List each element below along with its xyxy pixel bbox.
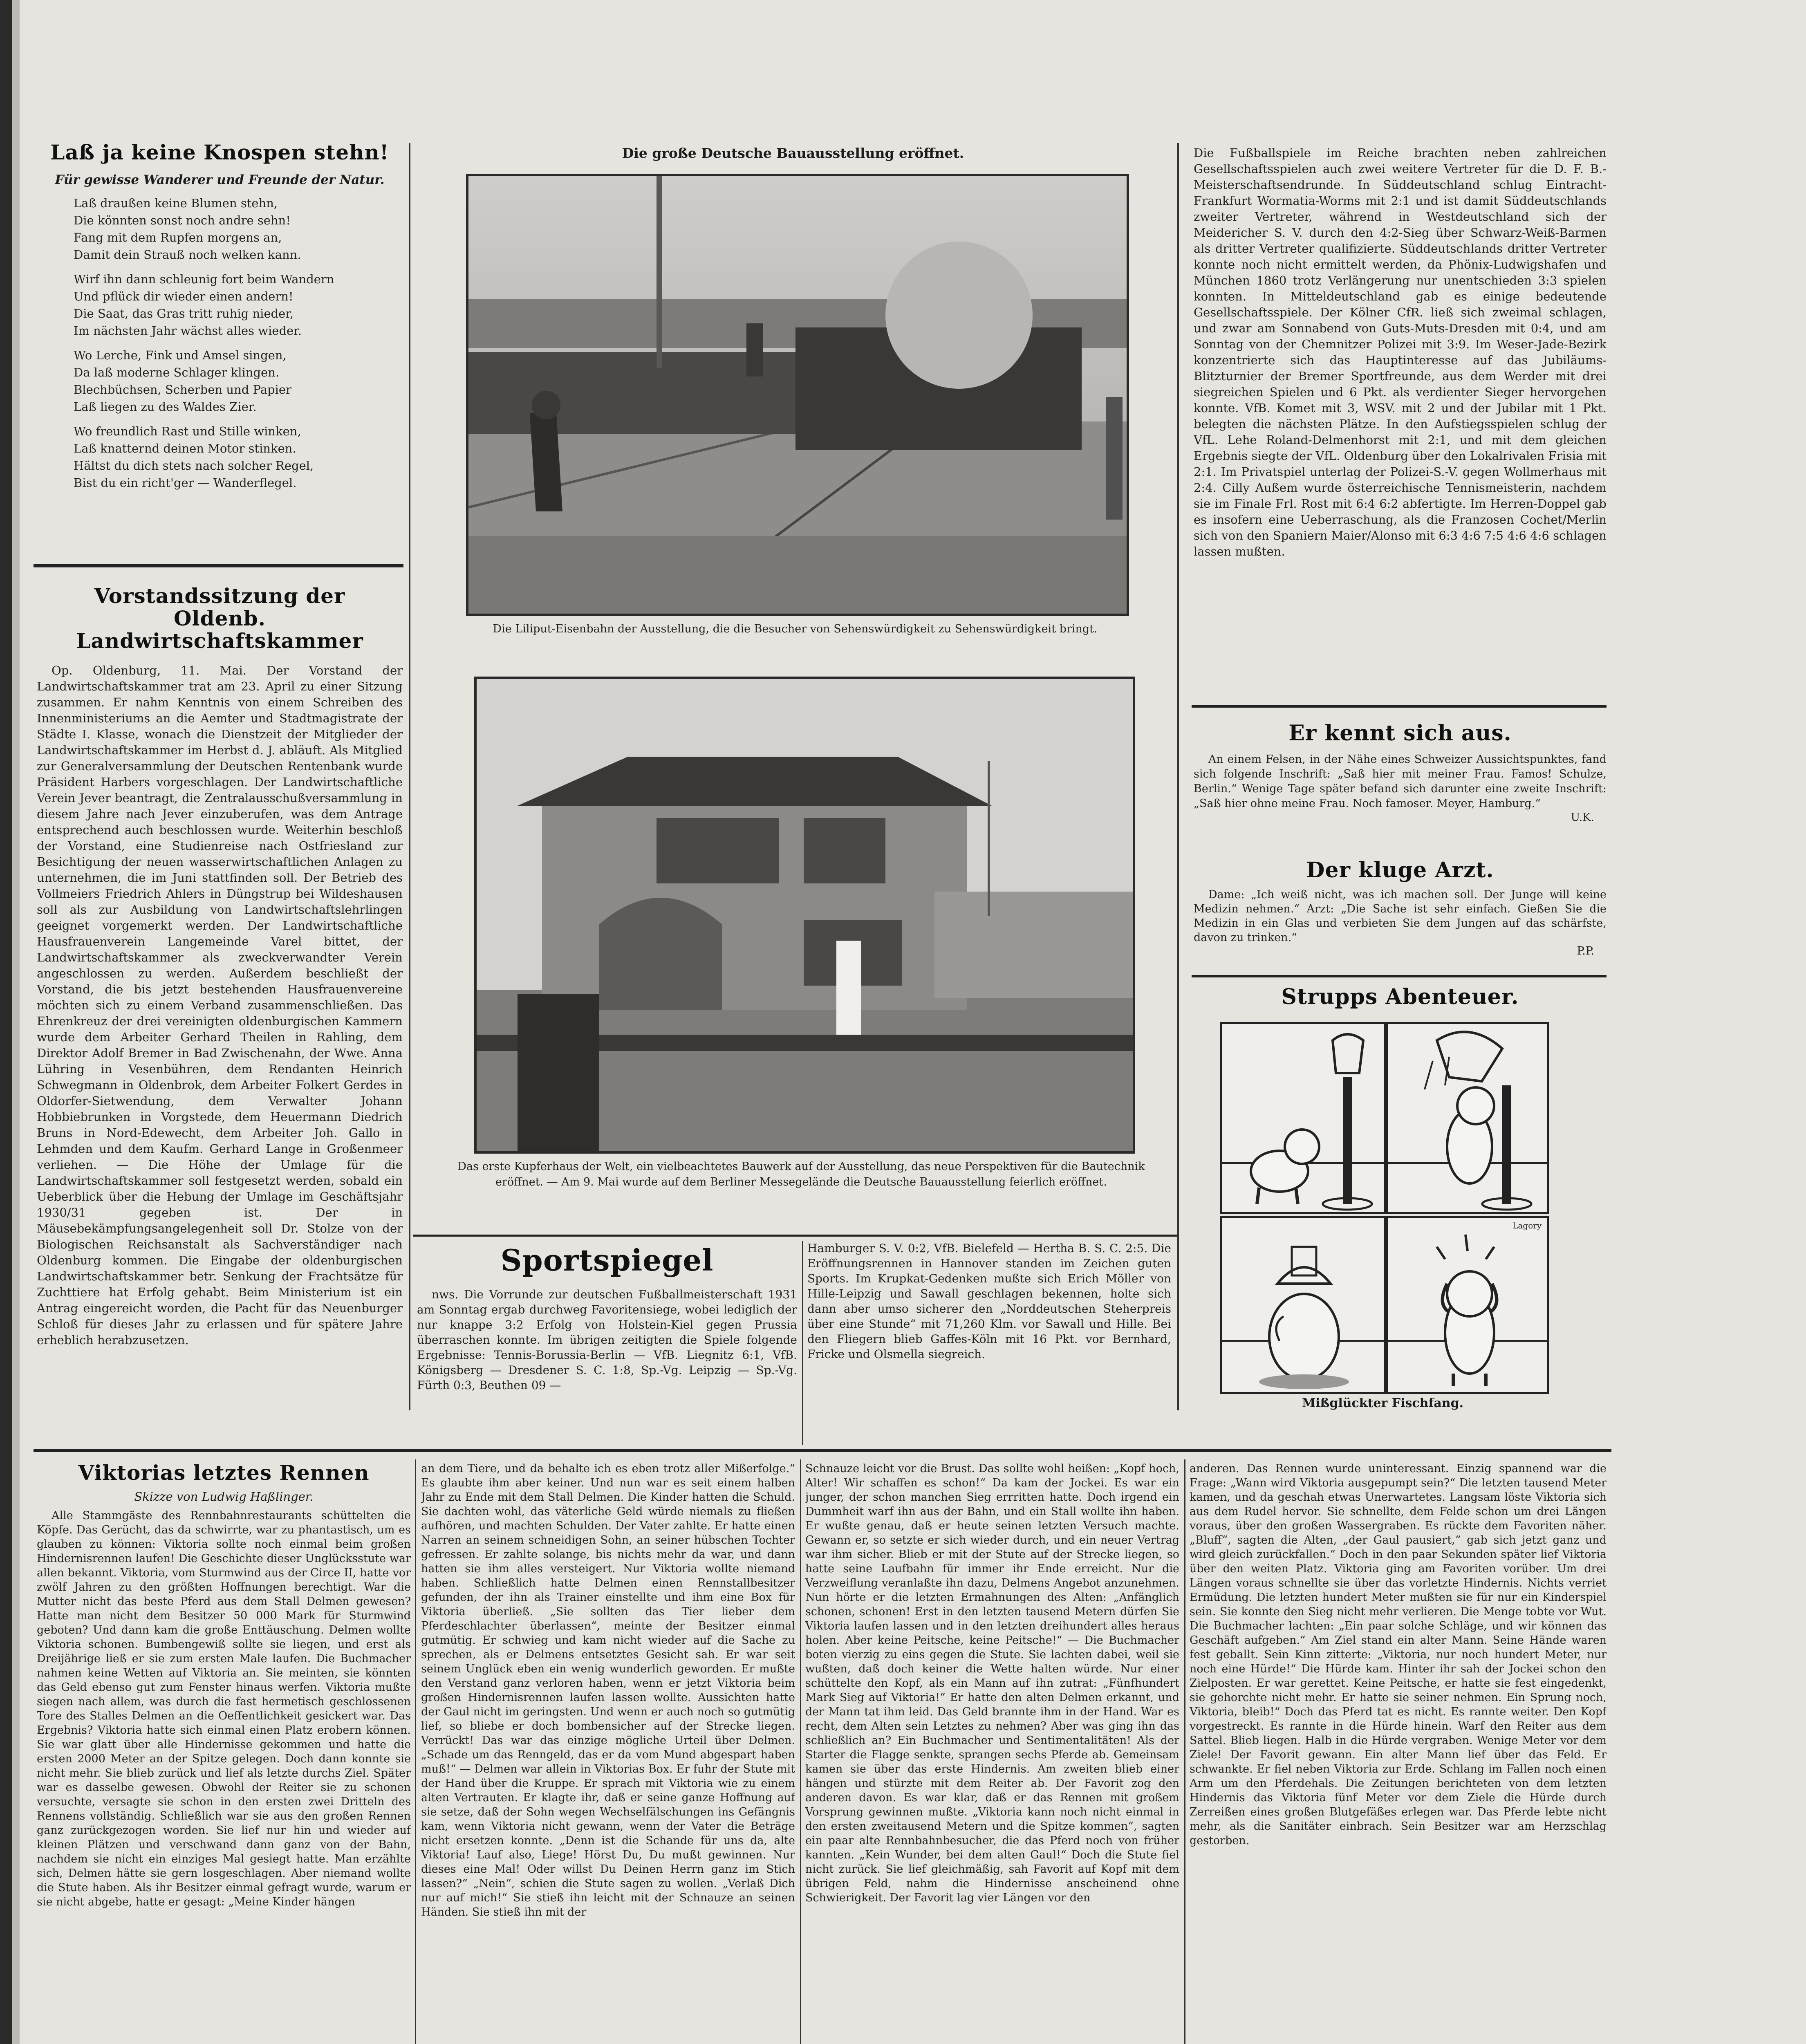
page-edge-shadow: [0, 0, 12, 2044]
fussball-text: [1194, 145, 1607, 560]
poem-article: [37, 141, 403, 550]
photo-kupferhaus: [474, 677, 1135, 1154]
landwirt-text: [37, 663, 403, 1348]
viktoria-text-4: [1190, 1461, 1607, 1848]
viktoria-title: Viktorias letztes Rennen: [78, 1461, 370, 1485]
column-rule: [1177, 143, 1179, 1410]
poem-line: Damit dein Strauß noch welken kann.: [74, 248, 301, 262]
strupp-caption-box: [1220, 1396, 1545, 1416]
landwirt-title: Vorstandssitzung der Oldenb. Landwirtschaftskammer: [76, 585, 363, 653]
poem-line: Im nächsten Jahr wächst alles wieder.: [74, 324, 302, 338]
caption-liliput-box: [466, 621, 1124, 658]
column-rule: [802, 1241, 803, 1445]
viktoria-col-1: [37, 1461, 411, 2044]
arzt-paragraph: Dame: „Ich weiß nicht, was ich machen soll. Der Junge will keine Medizin nehmen.“ Arzt: „Die Sache ist sehr einfach. Gießen Sie die Medizin in ein Glas und verbieten Sie dem Jungen auf das schärfste, davon zu trinken.“: [1194, 888, 1607, 944]
photo-liliput-train: [466, 174, 1129, 616]
sport-paragraph-1: nws. Die Vorrunde zur deutschen Fußballmeisterschaft 1931 am Sonntag ergab durchweg Favoritensiege, wobei lediglich der nur knappe 3:2 Erfolg von Holstein-Kiel gegen Prussia überraschen konnte. Im übrigen zeitigten die Spiele folgende Ergebnisse: Tennis-Borussia-Berlin — VfB. Liegnitz 6:1, VfB. Königsberg — Dresdener S. C. 1:8, Sp.-Vg. Leipzig — Sp.-Vg. Fürth 0:3, Beuthen 09 —: [417, 1288, 797, 1392]
column-rule: [1184, 1459, 1185, 2044]
kennt-title: Er kennt sich aus.: [1288, 722, 1512, 746]
arzt-article: [1194, 858, 1607, 981]
poem-line: Da laß moderne Schlager klingen.: [74, 365, 280, 379]
poem-line: Wo freundlich Rast und Stille winken,: [74, 424, 301, 438]
column-rule: [800, 1459, 801, 2044]
divider: [413, 1235, 1177, 1237]
poem-line: Fang mit dem Rupfen morgens an,: [74, 231, 282, 244]
viktoria-paragraph: Schnauze leicht vor die Brust. Das sollte wohl heißen: „Kopf hoch, Alter! Wir schaffen es schon!“ Da kam der Jockei. Es war ein junger, der schon manchen Sieg errritten hatte. Doch irgend ein Dummheit warf ihn aus der Bahn, und ein Stall wollte ihn haben. Er wußte genau, daß er heute seinen letzten Versuch machte. Gewann er, so setzte er sich wieder durch, und ein neuer Vertrag war ihm sicher. Blieb er mit der Stute auf der Strecke liegen, so hatte seine Laufbahn für immer ihr Ende erreicht. Nur die Verzweiflung veranlaßte ihn dazu, Delmens Angebot anzunehmen. Nun hörte er die letzten Ermahnungen des Alten: „Anfänglich schonen, schonen! Erst in den letzten tausend Metern dürfen Sie Viktoria laufen lassen und in den letzten dreihundert alles heraus holen. Aber keine Peitsche, keine Peitsche!“ — Die Buchmacher boten vierzig zu eins gegen die Stute. Sie lachten dabei, weil sie wußten, daß doch keiner die Wette halten würde. Nur einer schüttelte den Kopf, als ein Mann auf ihn zutrat: „Fünfhundert Mark Sieg auf Viktoria!“ Er hatte den alten Delmen erkannt, und der Mann tat ihm leid. Das Geld brannte ihm in der Hand. War es recht, dem Alten sein Letztes zu nehmen? Aber was ging ihn das schließlich an? Ein Buchmacher und Sentimentalitäten! Als der Starter die Flagge senkte, sprangen sechs Pferde ab. Gemeinsam kamen sie über das erste Hindernis. Am zweiten blieb einer hängen und stürzte mit dem Reiter ab. Der Favorit zog den anderen davon. Es war klar, daß er das Rennen mit großem Vorsprung gewinnen mußte. „Viktoria kann noch nicht einmal in den ersten zweitausend Metern und die Spitze kommen“, sagten ein paar alte Rennbahnbesucher, die das Pferd noch von früher kannten. „Kein Wunder, bei dem alten Gaul!“ Doch die Stute fiel nicht zurück. Sie lief gleichmäßig, sah Favorit auf Kopf mit dem übrigen Feld, nahm die Hindernisse anscheinend ohne Schwierigkeit. Der Favorit lag vier Längen vor den: [805, 1462, 1179, 1904]
arzt-signature: P.P.: [1577, 945, 1594, 958]
arzt-text: [1194, 888, 1607, 945]
poem-line: Und pflück dir wieder einen andern!: [74, 289, 294, 303]
comic-panel-3: [1220, 1216, 1386, 1394]
page-edge: [12, 0, 20, 2044]
viktoria-col-4: [1190, 1461, 1607, 2044]
landwirt-article: [37, 585, 403, 1423]
sport-article-left: [417, 1241, 797, 1445]
comic-panel-1: [1220, 1022, 1386, 1214]
poem-line: Die Saat, das Gras tritt ruhig nieder,: [74, 307, 294, 320]
poem-line: Bist du ein richt'ger — Wanderflegel.: [74, 476, 297, 490]
column-rule: [409, 143, 410, 1410]
viktoria-col-3: [805, 1461, 1179, 2044]
fussball-paragraph: Die Fußballspiele im Reiche brachten neben zahlreichen Gesellschaftsspielen auch zwei weitere Vertreter für die D. F. B.-Meisterschaftsendrunde. In Süddeutschland schlug Eintracht-Frankfurt Wormatia-Worms mit 2:1 und ist damit Süddeutschlands zweiter Vertreter, während in Westdeutschland sich der Meidericher S. V. durch den 4:2-Sieg über Schwarz-Weiß-Barmen als dritter Vertreter qualifizierte. Süddeutschlands dritter Vertreter konnte noch nicht ermittelt werden, da Phönix-Ludwigshafen und München 1860 trotz Verlängerung nur unentschieden 3:3 spielen konnten. In Mitteldeutschland gab es einige bedeutende Gesellschaftsspiele. Der Kölner CfR. ließ sich zweimal schlagen, und zwar am Sonnabend von Guts-Muts-Dresden mit 0:4, und am Sonntag von der Chemnitzer Polizei mit 3:9. Im Weser-Jade-Bezirk konzentrierte sich das Hauptinteresse auf das Jubiläums-Blitzturnier der Bremer Sportfreunde, aus dem Werder mit drei siegreichen Spielen und 6 Pkt. als verdienter Sieger hervorgehen konnte. VfB. Komet mit 3, WSV. mit 2 und der Jubilar mit 1 Pkt. belegten die nächsten Plätze. In den Aufstiegsspielen schlug der VfL. Lehe Roland-Delmenhorst mit 2:1, und mit dem gleichen Ergebnis siegte der VfL. Oldenburg über den Lokalrivalen Frisia mit 2:1. Im Privatspiel unterlag der Polizei-S.-V. gegen Wollmerhaus mit 2:4. Cilly Außem wurde österreichische Tennismeisterin, nachdem sie im Finale Frl. Rost mit 6:4 6:2 abfertigte. Im Herren-Doppel gab es insofern eine Ueberraschung, als die Franzosen Cochet/Merlin sich von den Spaniern Maier/Alonso mit 6:3 4:6 7:5 4:6 4:6 schlagen lassen mußten.: [1194, 146, 1607, 558]
sport-text-2: [807, 1241, 1171, 1362]
poem-body: [37, 195, 403, 491]
poem-line: Blechbüchsen, Scherben und Papier: [74, 383, 291, 397]
viktoria-paragraph: an dem Tiere, und da behalte ich es eben trotz aller Mißerfolge.“ Es glaubte ihm aber keiner. Und nun war es seit einem halben Jahr zu Ende mit dem Stall Delmen. Die Kinder hatten die Schuld. Sie dachten wohl, das väterliche Geld würde niemals zu fließen aufhören, und machten Schulden. Der Vater zahlte. Er hatte einen Narren an seinem schneidigen Sohn, an seiner hübschen Tochter gefressen. Er zahlte solange, bis nichts mehr da war, und dann hatten sie ihm alles versteigert. Nur Viktoria wollte niemand haben. Schließlich hatte Delmen einen Rennstallbesitzer gefunden, der ihn als Trainer einstellte und ihm eine Box für Viktoria überließ. „Sie sollten das Tier lieber dem Pferdeschlachter überlassen“, meinte der Besitzer einmal gutmütig. Er schwieg und kam nicht wieder auf die Sache zu sprechen, als er Delmens entsetztes Gesicht sah. Er war seit seinem Unglück eben ein wenig wunderlich geworden. Er mußte den Verstand ganz verloren haben, wenn er jetzt Viktoria beim großen Hindernisrennen laufen lassen wollte. Aussichten hatte der Gaul nicht im geringsten. Und wenn er auch noch so gutmütig lief, so bliebe er doch bombensicher auf der Strecke liegen. Verrückt! Das war das einzige mögliche Urteil über Delmen. „Schade um das Renngeld, das er da vom Mund abgespart haben muß!“ — Delmen war allein in Viktorias Box. Er fuhr der Stute mit der Hand über die Kruppe. Er sprach mit Viktoria wie zu einem alten Vertrauten. Er klagte ihr, daß er seine ganze Hoffnung auf sie setze, daß der Sohn wegen Wechselfälschungen ins Gefängnis kam, wenn Viktoria nicht gewann, wenn der Vater die Beträge nicht ersetzen konnte. „Denn ist die Schande für uns da, alte Viktoria! Lauf also, Liege! Hörst Du, Du mußt gewinnen. Nur dieses eine Mal! Oder willst Du Deinen Herrn ganz im Stich lassen?“ „Nein“, schien die Stute sagen zu wollen. „Verlaß Dich nur auf mich!“ Sie stieß ihn leicht mit der Schnauze an seinen Händen. Sie stieß ihn mit der: [421, 1462, 795, 1918]
bauausstellung-heading: Die große Deutsche Bauausstellung eröffnet.: [622, 145, 964, 161]
poem-line: Die könnten sonst noch andre sehn!: [74, 213, 291, 227]
caption-liliput: Die Liliput-Eisenbahn der Ausstellung, die die Besucher von Sehenswürdigkeit zu Sehenswürdigkeit bringt.: [493, 623, 1098, 635]
poem-line: Hältst du dich stets nach solcher Regel,: [74, 459, 314, 473]
kennt-text: [1194, 752, 1607, 811]
column-rule: [415, 1459, 416, 2044]
kupferhaus-illustration: [477, 679, 1133, 1151]
caption-kupferhaus: Das erste Kupferhaus der Welt, ein vielbeachtetes Bauwerk auf der Ausstellung, das neue Perspektiven für die Bautechnik eröffnet. — Am 9. Mai wurde auf dem Berliner Messegelände die Deutsche Bauausstellung feierlich eröffnet.: [457, 1160, 1145, 1188]
viktoria-text-3: [805, 1461, 1179, 1905]
fussball-article: [1194, 145, 1607, 693]
kennt-article: [1194, 722, 1607, 861]
poem-line: Wo Lerche, Fink und Amsel singen,: [74, 348, 287, 362]
sport-article-right: [807, 1241, 1171, 1445]
divider: [1192, 705, 1607, 708]
poem-line: Laß liegen zu des Waldes Zier.: [74, 400, 257, 414]
viktoria-text-1: [37, 1508, 411, 1909]
caption-kupferhaus-box: [454, 1159, 1149, 1216]
viktoria-paragraph: anderen. Das Rennen wurde uninteressant. Einzig spannend war die Frage: „Wann wird Viktoria ausgepumpt sein?“ Die letzten tausend Meter kamen, und da geschah etwas Unerwartetes. Langsam löste Viktoria sich aus dem Rudel hervor. Sie schnellte, dem Felde schon um drei Längen voraus, über den großen Wassergraben. Es rückte dem Favoriten näher. „Bluff“, sagten die Alten, „der Gaul pausiert,“ gab sich jetzt ganz und wird gleich zurückfallen.“ Doch in den paar Sekunden später lief Viktoria über den weiten Platz. Viktoria ging am Favoriten vorüber. Um drei Längen voraus schnellte sie über das vorletzte Hindernis. Nichts verriet Ermüdung. Die letzten hundert Meter mußten sie für nur ein Kinderspiel sein. Sie konnte den Sieg nicht mehr verlieren. Die Menge tobte vor Wut. Die Buchmacher lachten: „Ein paar solche Schläge, und wir können das Geschäft aufgeben.“ Am Ziel stand ein alter Mann. Seine Hände waren fest geballt. Sein Kinn zitterte: „Viktoria, nur noch hundert Meter, nur noch eine Hürde!“ Die Hürde kam. Hinter ihr sah der Jockei schon den Zielposten. Er war gerettet. Keine Peitsche, er hatte sie fest eingedenkt, sie gehorchte nicht mehr. Er hatte sie seiner nehmen. Ein Sprung noch, Viktoria, bleib!“ Doch das Pferd tat es nicht. Es rannte weiter. Den Kopf vorgestreckt. Es rannte in die Hürde hinein. Warf den Reiter aus dem Sattel. Blieb liegen. Halb in die Hürde vergraben. Wenige Meter vor dem Ziele! Der Favorit gewann. Ein alter Mann lief über das Feld. Er schwankte. Er fiel neben Viktoria zur Erde. Schlang im Fallen noch einen Arm um den Pferdehals. Die Zeitungen berichteten von dem letzten Hindernis das Viktoria fünf Meter vor dem Ziele die Hürde durch Zerreißen eines großen Blutgefäßes erlegen war. Das Pferde lebte nicht mehr, als die Sanitäter einbrach. Sein Besitzer war am Herzschlag gestorben.: [1190, 1462, 1607, 1847]
bauausstellung-heading-box: [425, 145, 1161, 170]
kennt-paragraph: An einem Felsen, in der Nähe eines Schweizer Aussichtspunktes, fand sich folgende Inschrift: „Saß hier mit meiner Frau. Famos! Schulze, Berlin.“ Wenige Tage später befand sich darunter eine zweite Inschrift: „Saß hier ohne meine Frau. Noch famoser. Meyer, Hamburg.“: [1194, 753, 1607, 810]
train-illustration: [468, 176, 1127, 614]
sport-paragraph-2: Hamburger S. V. 0:2, VfB. Bielefeld — Hertha B. S. C. 2:5. Die Eröffnungsrennen in Hannover standen im Zeichen guten Sports. Im Krupkat-Gedenken mußte sich Erich Möller von Hille-Leipzig und Sawall geschlagen bekennen, holte sich dann aber umso sicherer den „Norddeutschen Steherpreis über eine Stunde“ mit 71,260 Klm. vor Sawall und Hille. Bei den Fliegern blieb Gaffes-Köln mit 16 Pkt. vor Bernhard, Fricke und Olsmella siegreich.: [807, 1242, 1171, 1361]
viktoria-paragraph: Alle Stammgäste des Rennbahnrestaurants schüttelten die Köpfe. Das Gerücht, das da schwirrte, war zu phantastisch, um es glauben zu können: Viktoria sollte noch einmal beim großen Hindernisrennen laufen! Die Geschichte dieser Unglücksstute war allen bekannt. Viktoria, vom Sturmwind aus der Circe II, hatte vor zwölf Jahren zu den größten Hoffnungen berechtigt. War die Mutter nicht das beste Pferd aus dem Stall Delmen gewesen? Hatte man nicht dem Besitzer 50 000 Mark für Sturmwind geboten? Und dann kam die große Enttäuschung. Delmen wollte Viktoria schonen. Bumbengewiß sollte sie liegen, und erst als Dreijährige ließ er sie zum ersten Male laufen. Die Buchmacher nahmen keine Wetten auf Viktoria an. Sie meinten, sie könnten das Geld ebenso gut zum Fenster hinaus werfen. Viktoria mußte siegen nach allem, was durch die fast hermetisch geschlossenen Tore des Stalles Delmen an die Oeffentlichkeit gesickert war. Das Ergebnis? Viktoria hatte sich einmal einen Platz erobern können. Sie war glatt über alle Hindernisse gekommen und hatte die ersten 2000 Meter an der Spitze gelegen. Doch dann konnte sie nicht mehr. Sie blieb zurück und lief als letzte durchs Ziel. Später war es dasselbe gewesen. Obwohl der Reiter sie zu schonen versuchte, versagte sie schon in den ersten zwei Dritteln des Rennens vollständig. Schließlich war sie aus den großen Rennen ganz zurückgezogen worden. Sie lief nur hin und wieder auf kleinen Plätzen und verschwand dann ganz von der Bahn, nachdem sie nicht ein einziges Mal gesiegt hatte. Man erzählte sich, Delmen hätte sie gern losgeschlagen. Aber niemand wollte die Stute haben. Als ihr Besitzer einmal gefragt wurde, warum er sie nicht abgebe, hatte er gesagt: „Meine Kinder hängen: [37, 1509, 411, 1908]
sport-title: Sportspiegel: [500, 1243, 714, 1278]
divider: [34, 564, 403, 567]
kennt-signature: U.K.: [1571, 811, 1594, 824]
poem-line: Laß knatternd deinen Motor stinken.: [74, 442, 296, 455]
strupp-title-box: [1194, 985, 1607, 1018]
viktoria-text-2: [421, 1461, 795, 1919]
section-divider: [34, 1449, 1611, 1452]
viktoria-col-2: [421, 1461, 795, 2044]
comic-panel-4: [1386, 1216, 1549, 1394]
viktoria-byline: Skizze von Ludwig Haßlinger.: [134, 1490, 314, 1504]
arzt-title: Der kluge Arzt.: [1306, 858, 1494, 883]
poem-line: Wirf ihn dann schleunig fort beim Wandern: [74, 272, 334, 286]
strupp-caption: Mißglückter Fischfang.: [1302, 1396, 1464, 1410]
divider: [1192, 975, 1607, 977]
sport-text-1: [417, 1287, 797, 1393]
poem-subtitle: Für gewisse Wanderer und Freunde der Natur.: [55, 173, 385, 187]
poem-title: Laß ja keine Knospen stehn!: [50, 141, 389, 164]
poem-line: Laß draußen keine Blumen stehn,: [74, 196, 278, 210]
comic-artist-signature: Lagory: [1512, 1221, 1542, 1230]
strupp-title: Strupps Abenteuer.: [1281, 985, 1519, 1009]
landwirt-paragraph: Op. Oldenburg, 11. Mai. Der Vorstand der Landwirtschaftskammer trat am 23. April zu einer Sitzung zusammen. Er nahm Kenntnis von einem Schreiben des Innenministeriums an die Aemter und Stadtmagistrate der Städte I. Klasse, wonach die Dienstzeit der Mitglieder der Landwirtschaftskammer im Herbst d. J. abläuft. Als Mitglied zur Generalversammlung der Deutschen Rentenbank wurde Präsident Harbers vorgeschlagen. Der Landwirtschaftliche Verein Jever beantragt, die Zentralausschußversammlung in diesem Jahre nach Jever einzuberufen, was dem Antrage entsprechend auch beschlossen wurde. Weiterhin beschloß der Vorstand, eine Studienreise nach Ostfriesland zur Besichtigung der neuen wasserwirtschaftlichen Anlagen zu unternehmen, die im Juni stattfinden soll. Der Betrieb des Vollmeiers Friedrich Ahlers in Düngstrup bei Wildeshausen soll als zur Ausbildung von Landwirtschaftslehrlingen geeignet vorgemerkt werden. Der Landwirtschaftliche Hausfrauenverein Langemeinde Varel bittet, der Landwirtschaftskammer als zweckverwandter Verein angeschlossen zu werden. Außerdem beschließt der Vorstand, die bis jetzt bestehenden Hausfrauenvereine möchten sich zu einem Verband zusammenschließen. Das Ehrenkreuz der drei vereinigten oldenburgischen Kammern wurde dem Arbeiter Gerhard Theilen in Rahling, dem Direktor Adolf Bremer in Bad Zwischenahn, der Wwe. Anna Lühring in Vesenbühren, dem Rendanten Heinrich Schwegmann in Oldenbrok, dem Arbeiter Folkert Gerdes in Oldorfer-Sietwendung, dem Verwalter Johann Hobbiebrunken in Vorgstede, dem Heuermann Diedrich Bruns in Nord-Edewecht, dem Arbeiter Joh. Gallo in Lehmden und dem Kaufm. Gerhard Lange in Großenmeer verliehen. — Die Höhe der Umlage für die Landwirtschaftskammer soll festgesetzt werden, sobald ein Ueberblick über die Hebung der Umlage im Geschäftsjahr 1930/31 gegeben ist. Der in Mäusebekämpfungsangelegenheit soll Dr. Stolze von der Biologischen Reichsanstalt als Sachverständiger nach Oldenburg kommen. Die Eingabe der oldenburgischen Landwirtschaftskammer betr. Senkung der Frachtsätze für Zuchttiere hat Erfolg gehabt. Beim Ministerium ist ein Antrag eingereicht worden, die Pacht für das Neuenburger Schloß für dieses Jahr zu erlassen und für spätere Jahre erheblich herabzusetzen.: [37, 663, 403, 1347]
comic-panel-2: [1386, 1022, 1549, 1214]
